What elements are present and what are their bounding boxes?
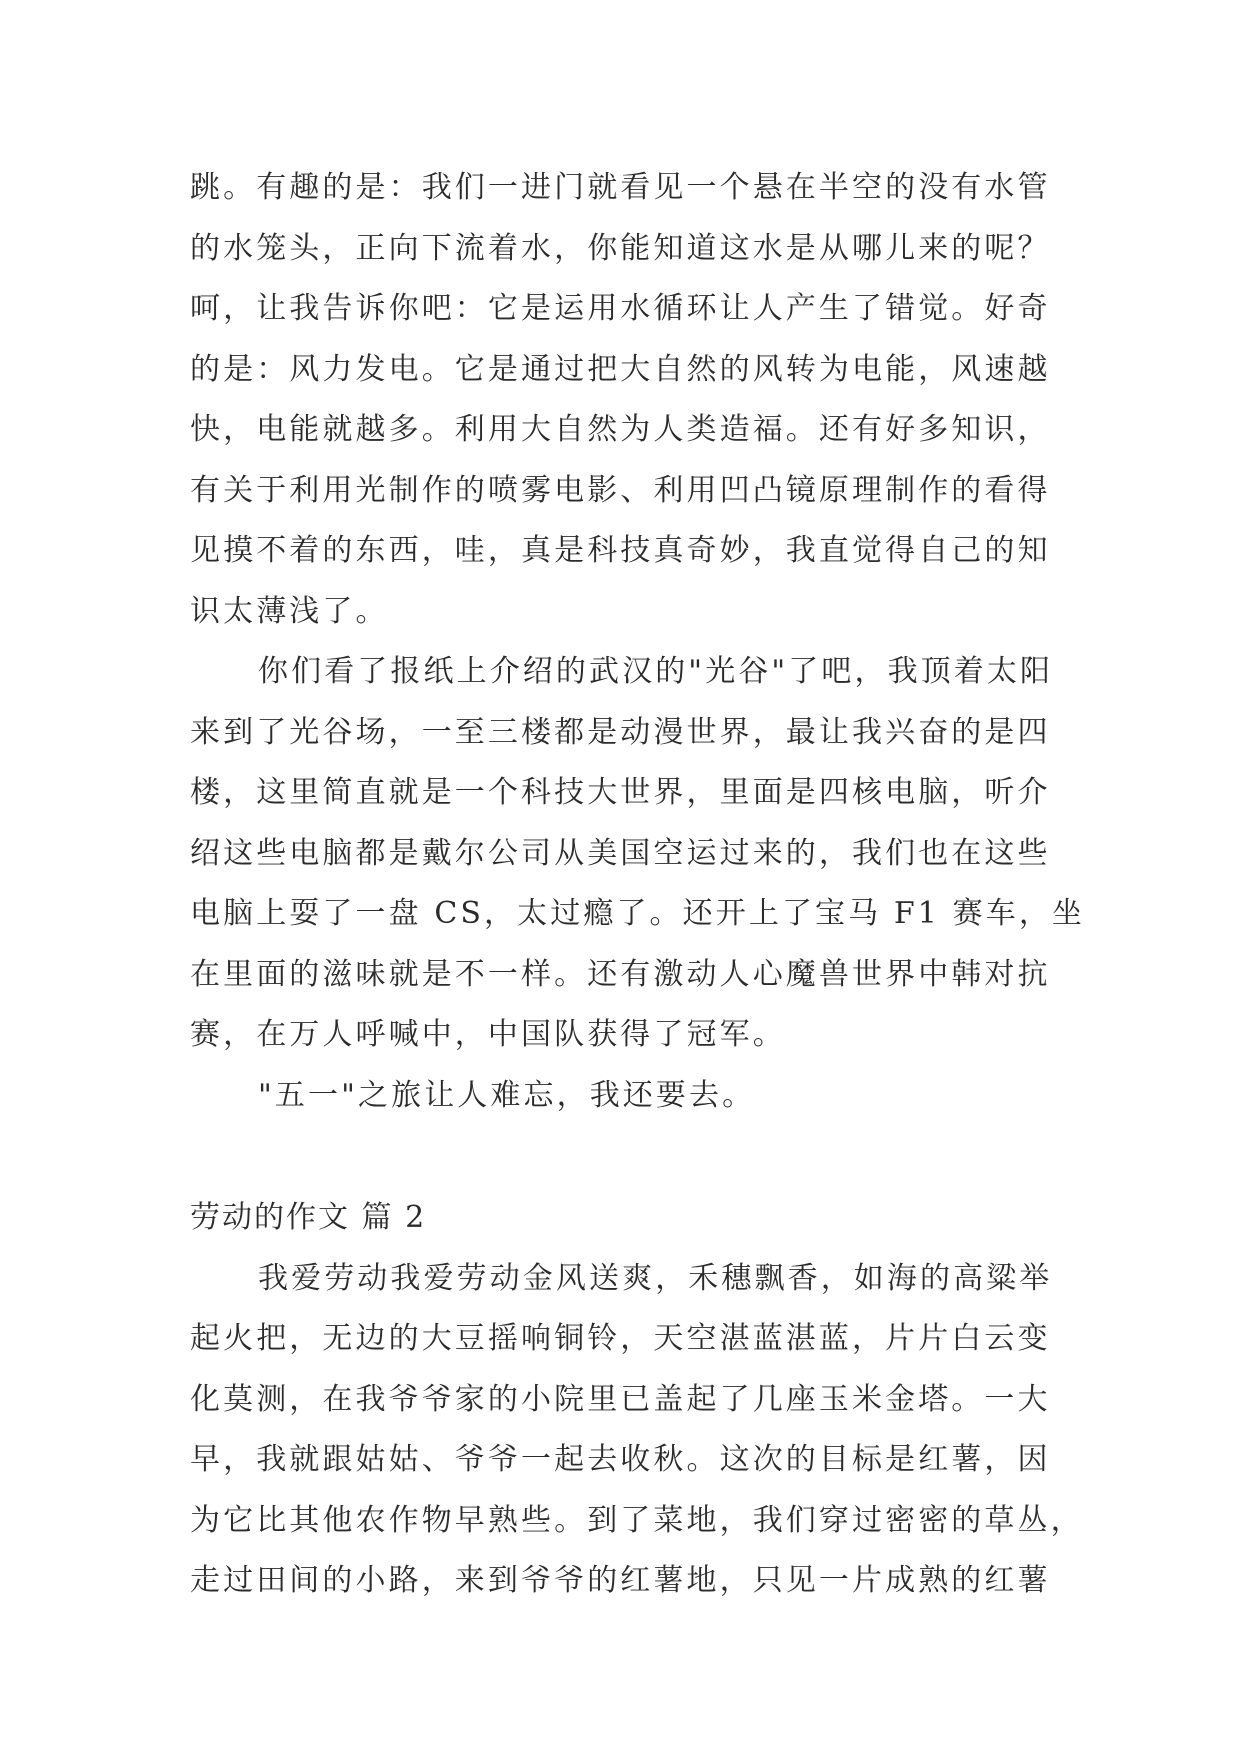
text-line: 赛，在万人呼喊中，中国队获得了冠军。 [190,1017,786,1052]
paragraph [190,642,1086,1066]
text-line: "五一"之旅让人难忘，我还要去。 [258,1077,756,1113]
text-line: 跳。有趣的是：我们一进门就看见一个悬在半空的没有水管 [190,170,1051,205]
paragraph [190,1066,1050,1127]
text-line: 楼，这里简直就是一个科技大世界，里面是四核电脑，听介 [190,775,1051,810]
text-line: 来到了光谷场，一至三楼都是动漫世界，最让我兴奋的是四 [190,714,1051,750]
text-line: 起火把，无边的大豆摇响铜铃，天空湛蓝湛蓝，片片白云变 [190,1321,1051,1356]
text-line: 为它比其他农作物早熟些。到了菜地，我们穿过密密的草丛， [190,1502,1084,1538]
text-line: 见摸不着的东西，哇，真是科技真奇妙，我直觉得自己的知 [190,533,1051,568]
text-line: 有关于利用光制作的喷雾电影、利用凹凸镜原理制作的看得 [190,472,1051,508]
text-line: 早，我就跟姑姑、爷爷一起去收秋。这次的目标是红薯，因 [190,1442,1051,1477]
paragraph [190,158,1050,642]
text-line: 绍这些电脑都是戴尔公司从美国空运过来的，我们也在这些 [190,835,1051,871]
text-line: 化莫测，在我爷爷家的小院里已盖起了几座玉米金塔。一大 [190,1381,1051,1417]
text-line: 快，电能就越多。利用大自然为人类造福。还有好多知识， [190,412,1051,447]
document-body [190,158,1086,1612]
section-heading: 劳动的作文 篇 2 [190,1200,427,1235]
text-line: 识太薄浅了。 [190,593,389,629]
text-line: 电脑上耍了一盘 CS，太过瘾了。还开上了宝马 F1 赛车，坐 [190,896,1086,931]
text-line: 你们看了报纸上介绍的武汉的"光谷"了吧，我顶着太阳 [258,654,1054,689]
text-line: 我爱劳动我爱劳动金风送爽，禾穗飘香，如海的高粱举 [258,1260,1053,1296]
text-line: 呵，让我告诉你吧：它是运用水循环让人产生了错觉。好奇 [190,291,1051,326]
paragraph [190,1249,1084,1612]
section-gap [190,1126,1050,1188]
text-line: 的水笼头，正向下流着水，你能知道这水是从哪儿来的呢？ [190,230,1051,266]
text-line: 在里面的滋味就是不一样。还有激动人心魔兽世界中韩对抗 [190,956,1051,992]
text-line: 的是：风力发电。它是通过把大自然的风转为电能，风速越 [190,351,1051,387]
text-line: 走过田间的小路，来到爷爷的红薯地，只见一片成熟的红薯 [190,1563,1051,1598]
